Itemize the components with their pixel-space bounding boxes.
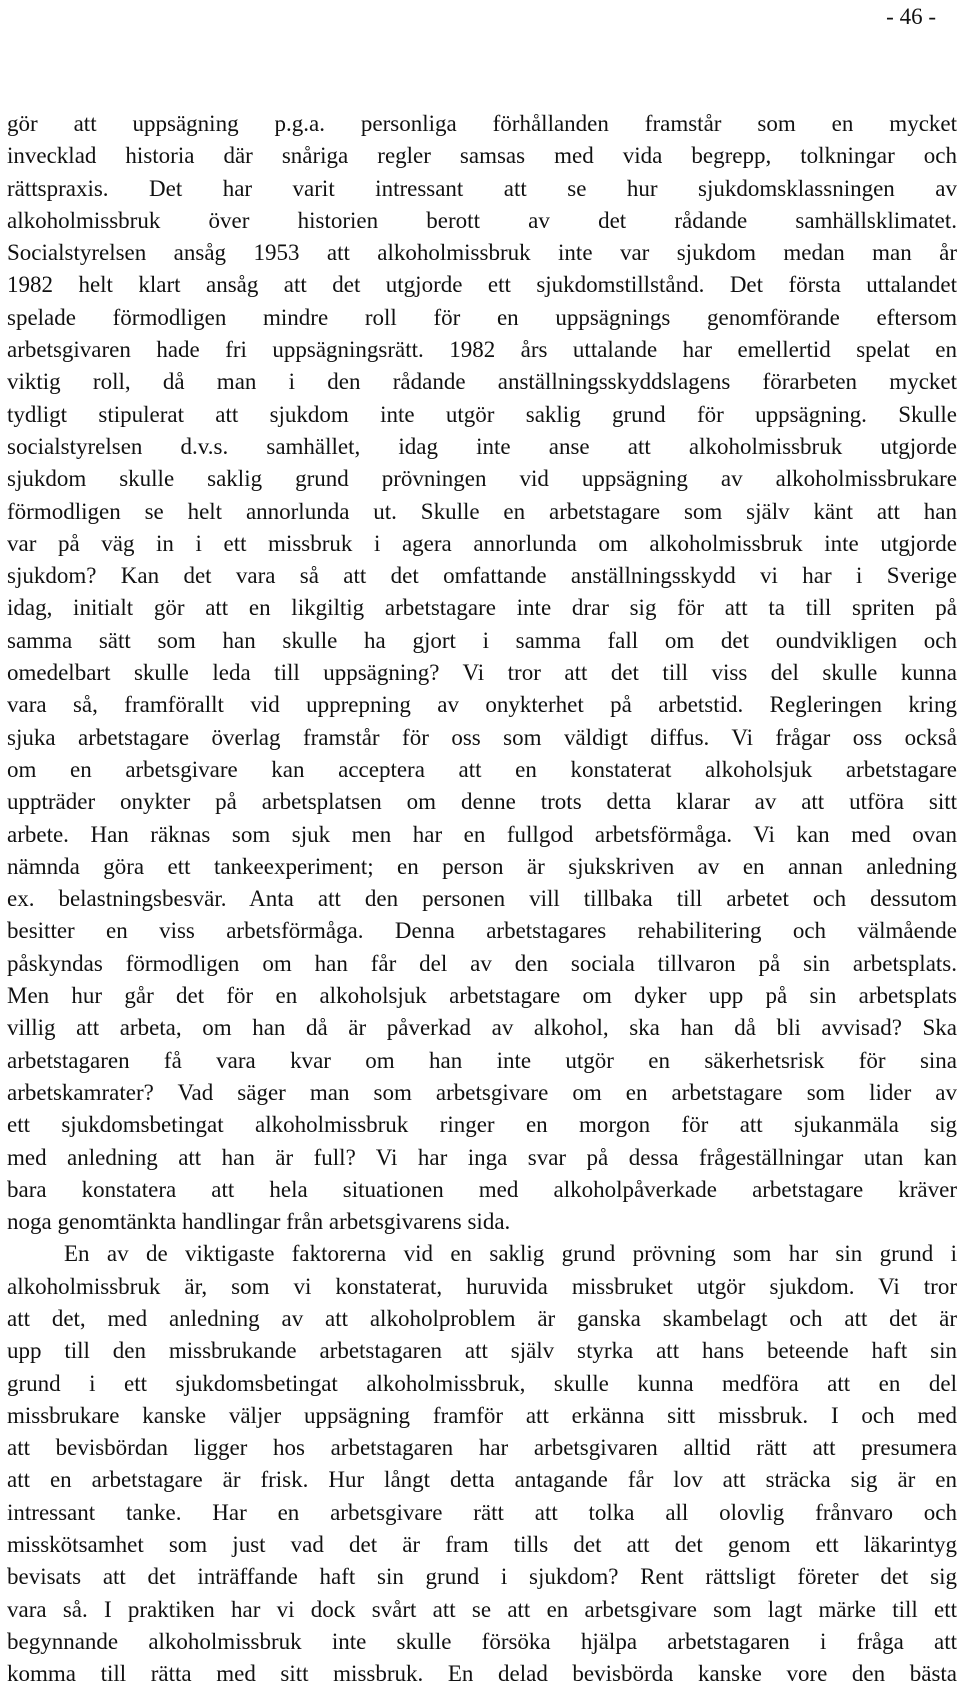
text-line: bara konstatera att hela situationen med alkoholpåverkade arbetstagare kräver <box>7 1176 957 1202</box>
text-line: upp till den missbrukande arbetstagaren att själv styrka att hans beteende haft sin <box>7 1338 957 1364</box>
text-line: nämnda göra ett tankeexperiment; en person är sjukskriven av en annan anledning <box>7 853 957 879</box>
text-line: att bevisbördan ligger hos arbetstagaren har arbetsgivaren alltid rätt att presumera <box>7 1435 957 1461</box>
text-line: samma sätt som han skulle ha gjort i samma fall om det oundvikligen och <box>7 627 957 653</box>
text-line: Men hur går det för en alkoholsjuk arbetstagare om dyker upp på sin arbetsplats <box>7 983 957 1009</box>
text-line: besitter en viss arbetsförmåga. Denna arbetstagares rehabilitering och välmående <box>7 918 957 944</box>
text-line: sjuka arbetstagare överlag framstår för oss som väldigt diffus. Vi frågar oss också <box>7 724 957 750</box>
text-line: noga genomtänkta handlingar från arbetsgivarens sida. <box>7 1209 511 1235</box>
text-line: arbetskamrater? Vad säger man som arbetsgivare om en arbetstagare som lider av <box>7 1079 957 1105</box>
text-line: vara så. I praktiken har vi dock svårt att se att en arbetsgivare som lagt märke till ett <box>7 1596 957 1622</box>
text-line: sjukdom skulle saklig grund prövningen vid uppsägning av alkoholmissbrukare <box>7 466 957 492</box>
text-line: arbete. Han räknas som sjuk men har en fullgod arbetsförmåga. Vi kan med ovan <box>7 821 957 847</box>
text-line: gör att uppsägning p.g.a. personliga förhållanden framstår som en mycket <box>7 111 957 136</box>
text-line: socialstyrelsen d.v.s. samhället, idag inte anse att alkoholmissbruk utgjorde <box>7 433 957 459</box>
text-line: 1982 helt klart ansåg att det utgjorde ett sjukdomstillstånd. Det första uttalandet <box>7 272 957 298</box>
text-line: intressant tanke. Har en arbetsgivare rätt att tolka all olovlig frånvaro och <box>7 1499 957 1525</box>
text-line: komma till rätta med sitt missbruk. En delad bevisbörda kanske vore den bästa <box>7 1661 957 1687</box>
text-line: att en arbetstagare är frisk. Hur långt detta antagande får lov att sträcka sig är en <box>7 1467 957 1493</box>
text-line: om en arbetsgivare kan acceptera att en konstaterat alkoholsjuk arbetstagare <box>7 756 957 782</box>
text-line: viktig roll, då man i den rådande anställningsskyddslagens förarbeten mycket <box>7 369 957 395</box>
text-line: begynnande alkoholmissbruk inte skulle försöka hjälpa arbetstagaren i fråga att <box>7 1628 957 1654</box>
text-line: vara så, framförallt vid upprepning av onykterhet på arbetstid. Regleringen kring <box>7 692 957 718</box>
text-line: uppträder onykter på arbetsplatsen om denne trots detta klarar av att utföra sitt <box>7 789 957 815</box>
page-number: - 46 - <box>886 4 936 29</box>
text-line: var på väg in i ett missbruk i agera annorlunda om alkoholmissbruk inte utgjorde <box>7 530 957 556</box>
text-line: arbetstagaren få vara kvar om han inte utgör en säkerhetsrisk för sina <box>7 1047 957 1073</box>
paragraph-1 <box>7 108 957 1238</box>
text-line: tydligt stipulerat att sjukdom inte utgör saklig grund för uppsägning. Skulle <box>7 401 957 427</box>
body-text <box>7 108 957 1691</box>
text-line: rättspraxis. Det har varit intressant att se hur sjukdomsklassningen av <box>7 175 957 201</box>
text-line: arbetsgivaren hade fri uppsägningsrätt. 1982 års uttalande har emellertid spelat en <box>7 337 957 363</box>
text-line: ex. belastningsbesvär. Anta att den personen vill tillbaka till arbetet och dessutom <box>7 886 957 912</box>
text-line: omedelbart skulle leda till uppsägning? Vi tror att det till viss del skulle kunna <box>7 660 957 686</box>
text-line: spelade förmodligen mindre roll för en uppsägnings genomförande eftersom <box>7 304 957 330</box>
text-line: invecklad historia där snåriga regler samsas med vida begrepp, tolkningar och <box>7 143 957 169</box>
text-line: alkoholmissbruk över historien berott av det rådande samhällsklimatet. <box>7 207 957 233</box>
paragraph-2 <box>7 1238 957 1690</box>
text-line: påskyndas förmodligen om han får del av den sociala tillvaron på sin arbetsplats. <box>7 950 957 976</box>
text-line: idag, initialt gör att en likgiltig arbetstagare inte drar sig för att ta till spriten på <box>7 595 957 621</box>
text-line: ett sjukdomsbetingat alkoholmissbruk ringer en morgon för att sjukanmäla sig <box>7 1112 957 1138</box>
text-line: att det, med anledning av att alkoholproblem är ganska skambelagt och att det är <box>7 1305 957 1331</box>
text-line: En av de viktigaste faktorerna vid en saklig grund prövning som har sin grund i <box>64 1241 957 1267</box>
text-line: missbrukare kanske väljer uppsägning framför att erkänna sitt missbruk. I och med <box>7 1402 957 1428</box>
text-line: grund i ett sjukdomsbetingat alkoholmissbruk, skulle kunna medföra att en del <box>7 1370 957 1396</box>
text-line: bevisats att det inträffande haft sin grund i sjukdom? Rent rättsligt företer det sig <box>7 1564 957 1590</box>
text-line: sjukdom? Kan det vara så att det omfattande anställningsskydd vi har i Sverige <box>7 563 957 589</box>
text-line: förmodligen se helt annorlunda ut. Skulle en arbetstagare som själv känt att han <box>7 498 957 524</box>
text-line: villig att arbeta, om han då är påverkad av alkohol, ska han då bli avvisad? Ska <box>7 1015 957 1041</box>
text-line: alkoholmissbruk är, som vi konstaterat, huruvida missbruket utgör sjukdom. Vi tror <box>7 1273 957 1299</box>
text-line: misskötsamhet som just vad det är fram tills det att det genom ett läkarintyg <box>7 1532 957 1558</box>
text-line: Socialstyrelsen ansåg 1953 att alkoholmissbruk inte var sjukdom medan man år <box>7 240 957 266</box>
text-line: med anledning att han är full? Vi har inga svar på dessa frågeställningar utan kan <box>7 1144 957 1170</box>
